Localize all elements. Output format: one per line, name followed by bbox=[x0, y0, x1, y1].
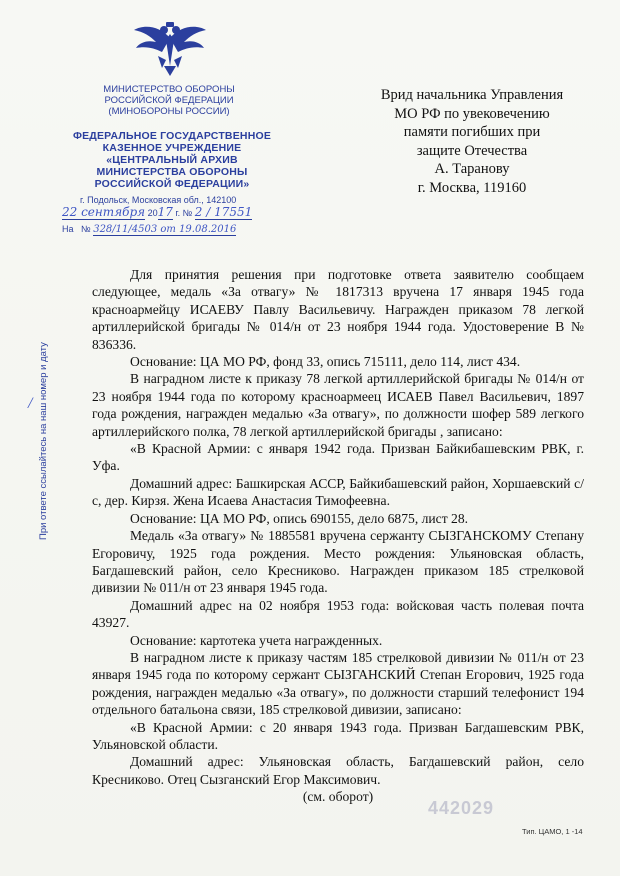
ministry-line: МИНИСТЕРСТВО ОБОРОНЫ bbox=[103, 84, 235, 95]
recipient-line: защите Отечества bbox=[416, 142, 528, 159]
handwritten-number: 2 / 17551 bbox=[194, 205, 253, 219]
body-paragraph: Основание: ЦА МО РФ, фонд 33, опись 715111, дело 114, лист 434. bbox=[130, 354, 521, 370]
double-headed-eagle-icon bbox=[130, 20, 210, 78]
handwritten-reference: 328/11/4503 от 19.08.2016 bbox=[93, 224, 237, 235]
sender-address: г. Подольск, Московская обл., 142100 bbox=[80, 195, 237, 205]
na-label: На bbox=[62, 224, 74, 234]
year-prefix: 20 bbox=[147, 208, 158, 218]
reference-line bbox=[62, 224, 322, 235]
institution-line: «ЦЕНТРАЛЬНЫЙ АРХИВ bbox=[106, 154, 238, 166]
body-paragraph: Для принятия решения при подготовке ответа заявителю сообщаем следующее, медаль «За отвагу» № 1817313 вручена 17 января 1945 года красноармейцу ИСАЕВУ Павлу Васильевичу. Награжден приказом 78 легкой артиллерийской бригады № 014/н от 23 ноября 1944 года. Удостоверение В № 836336. bbox=[92, 267, 584, 352]
body-paragraph: Основание: ЦА МО РФ, опись 690155, дело 6875, лист 28. bbox=[130, 510, 469, 526]
body-paragraph: «В Красной Армии: с января 1942 года. Призван Байкибашевским РВК, г. Уфа. bbox=[92, 441, 584, 474]
institution-line: КАЗЕННОЕ УЧРЕЖДЕНИЕ bbox=[102, 142, 242, 154]
body-paragraph: В наградном листе к приказу 78 легкой артиллерийской бригады № 014/н от 23 ноября 1944 года по которому красноармеец ИСАЕВ Павел Васильевич, 1897 года рождения, награжден медалью «За отвагу», по должности шофер 589 легкого артиллерийского полка, 78 легкой артиллерийской бригады , записано: bbox=[92, 371, 584, 439]
stamp-number: 442029 bbox=[428, 798, 495, 818]
institution-line: ФЕДЕРАЛЬНОЕ ГОСУДАРСТВЕННОЕ bbox=[72, 130, 272, 142]
outgoing-date-number bbox=[62, 205, 302, 221]
ministry-block bbox=[56, 84, 282, 117]
side-note: При ответе ссылайтесь на наш номер и дату bbox=[38, 342, 49, 540]
body-paragraph: В наградном листе к приказу частям 185 стрелковой дивизии № 011/н от 23 января 1945 года по которому сержант СЫЗГАНСКИЙ Степан Егорович, 1925 года рождения, награжден медалью «За отвагу», по должности старший телефонист 194 отдельного батальона связи, 185 стрелковой дивизии, записано: bbox=[92, 649, 584, 718]
body-paragraph: «В Красной Армии: с 20 января 1943 года. Призван Багдашевским РВК, Ульяновской области. bbox=[92, 719, 584, 752]
institution-line: РОССИЙСКОЙ ФЕДЕРАЦИИ» bbox=[94, 178, 250, 190]
ministry-line: РОССИЙСКОЙ ФЕДЕРАЦИИ bbox=[104, 95, 234, 106]
body-paragraph: Домашний адрес: Башкирская АССР, Байкибашевский район, Хоршаевский с/с, дер. Кирзя. Жена Исаева Анастасия Тимофеевна. bbox=[92, 475, 584, 509]
ministry-line: (МИНОБОРОНЫ РОССИИ) bbox=[108, 106, 230, 117]
body-paragraph: Медаль «За отвагу» № 1885581 вручена сержанту СЫЗГАНСКОМУ Степану Егоровичу, 1925 года рождения. Место рождения: Ульяновская область, Багдашевский район, село Кресниково. Награжден приказом 185 стрелковой дивизии № 011/н от 23 января 1945 года. bbox=[92, 528, 584, 596]
body-paragraph: (см. оборот) bbox=[302, 789, 374, 805]
print-footer: Тип. ЦАМО, 1 -14 bbox=[522, 827, 583, 836]
recipient-block bbox=[352, 86, 592, 197]
na-number-label: № bbox=[81, 224, 91, 234]
recipient-line: Врид начальника Управления bbox=[380, 87, 564, 103]
recipient-line: А. Таранову bbox=[434, 161, 510, 177]
recipient-line: г. Москва, 119160 bbox=[417, 179, 527, 196]
margin-mark: / bbox=[28, 395, 33, 412]
recipient-line: памяти погибших при bbox=[403, 124, 541, 140]
body-paragraph: Домашний адрес: Ульяновская область, Багдашевский район, село Кресниково. Отец Сызганский Егор Максимович. bbox=[92, 754, 584, 787]
recipient-line: МО РФ по увековечению bbox=[394, 105, 550, 122]
letter-body bbox=[92, 266, 584, 806]
institution-line: МИНИСТЕРСТВА ОБОРОНЫ bbox=[96, 166, 248, 178]
handwritten-date: 22 сентября bbox=[62, 205, 146, 219]
number-label: г. № bbox=[175, 208, 193, 218]
body-paragraph: Основание: картотека учета награжденных. bbox=[130, 632, 383, 648]
body-paragraph: Домашний адрес на 02 ноября 1953 года: войсковая часть полевая почта 43927. bbox=[92, 597, 584, 631]
handwritten-year: 17 bbox=[157, 205, 173, 219]
institution-block bbox=[64, 130, 280, 190]
